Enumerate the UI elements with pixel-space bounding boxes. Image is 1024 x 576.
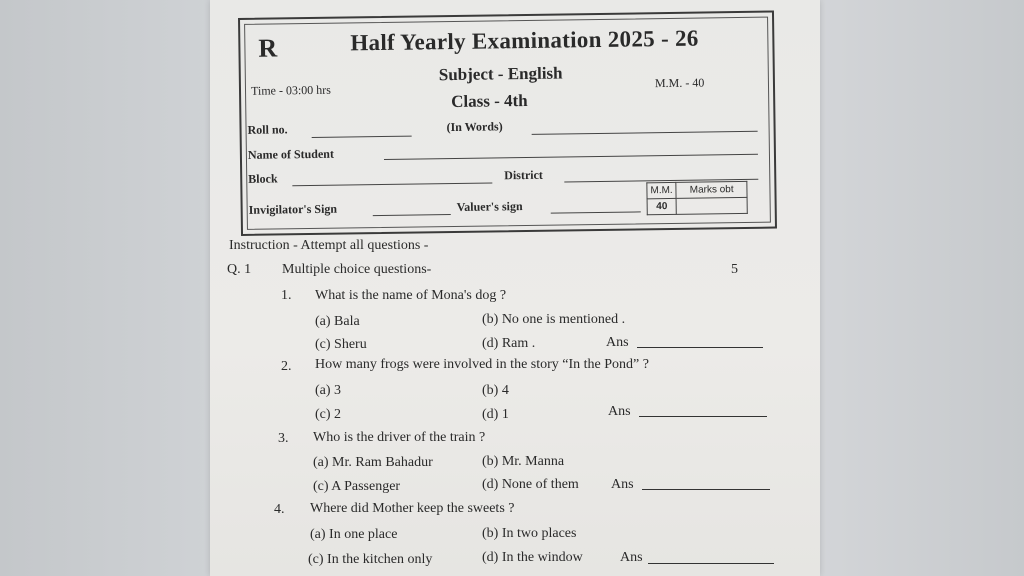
- background-right: [819, 0, 1024, 576]
- exam-title: Half Yearly Examination 2025 - 26: [350, 25, 699, 56]
- block-label: Block: [248, 171, 278, 186]
- background-left: [0, 0, 212, 576]
- marks-obt-value-cell[interactable]: [676, 197, 747, 214]
- series-letter: R: [258, 33, 278, 63]
- section-marks: 5: [731, 262, 738, 277]
- option-d: (d) In the window: [482, 550, 583, 565]
- option-b: (b) In two places: [482, 526, 577, 541]
- answer-label: Ans: [608, 404, 631, 419]
- header-box: [238, 11, 777, 236]
- instruction-text: Instruction - Attempt all questions -: [229, 238, 429, 253]
- answer-field[interactable]: [637, 347, 763, 348]
- subject-label: Subject - English: [438, 63, 563, 85]
- question-number: 4.: [274, 502, 285, 517]
- option-a: (a) Bala: [315, 314, 360, 329]
- question-number: 1.: [281, 288, 292, 303]
- roll-no-label: Roll no.: [247, 122, 288, 137]
- option-d: (d) None of them: [482, 477, 579, 492]
- question-text: Who is the driver of the train ?: [313, 430, 486, 445]
- option-d: (d) 1: [482, 407, 509, 422]
- max-marks-label: M.M. - 40: [654, 75, 705, 91]
- question-text: What is the name of Mona's dog ?: [315, 288, 507, 303]
- question-text: Where did Mother keep the sweets ?: [310, 501, 515, 516]
- in-words-label: (In Words): [446, 119, 503, 135]
- option-b: (b) Mr. Manna: [482, 454, 565, 469]
- student-name-label: Name of Student: [247, 146, 335, 162]
- section-number: Q. 1: [227, 262, 252, 277]
- answer-label: Ans: [611, 477, 634, 492]
- option-b: (b) No one is mentioned .: [482, 312, 626, 327]
- invigilator-sign-label: Invigilator's Sign: [248, 201, 338, 217]
- mm-header-cell: M.M.: [647, 182, 676, 198]
- answer-label: Ans: [606, 335, 629, 350]
- question-number: 3.: [278, 431, 289, 446]
- section-title: Multiple choice questions-: [282, 262, 432, 277]
- valuer-sign-label: Valuer's sign: [456, 199, 523, 214]
- marks-table: [646, 181, 748, 215]
- option-c: (c) A Passenger: [313, 479, 401, 494]
- option-d: (d) Ram .: [482, 336, 536, 351]
- answer-field[interactable]: [648, 563, 774, 564]
- mm-value-cell: 40: [647, 198, 676, 214]
- answer-field[interactable]: [639, 416, 767, 417]
- class-label: Class - 4th: [451, 90, 528, 112]
- option-c: (c) In the kitchen only: [308, 552, 433, 567]
- option-a: (a) 3: [315, 383, 342, 398]
- option-c: (c) Sheru: [315, 337, 367, 352]
- question-text: How many frogs were involved in the story “In the Pond” ?: [315, 357, 649, 372]
- answer-field[interactable]: [642, 489, 770, 490]
- option-c: (c) 2: [315, 407, 342, 422]
- time-label: Time - 03:00 hrs: [250, 82, 332, 98]
- option-b: (b) 4: [482, 383, 509, 398]
- marks-obt-header-cell: Marks obt: [676, 181, 747, 198]
- option-a: (a) In one place: [310, 527, 398, 542]
- question-number: 2.: [281, 359, 292, 374]
- answer-label: Ans: [620, 550, 643, 565]
- district-label: District: [504, 167, 543, 183]
- option-a: (a) Mr. Ram Bahadur: [313, 455, 433, 470]
